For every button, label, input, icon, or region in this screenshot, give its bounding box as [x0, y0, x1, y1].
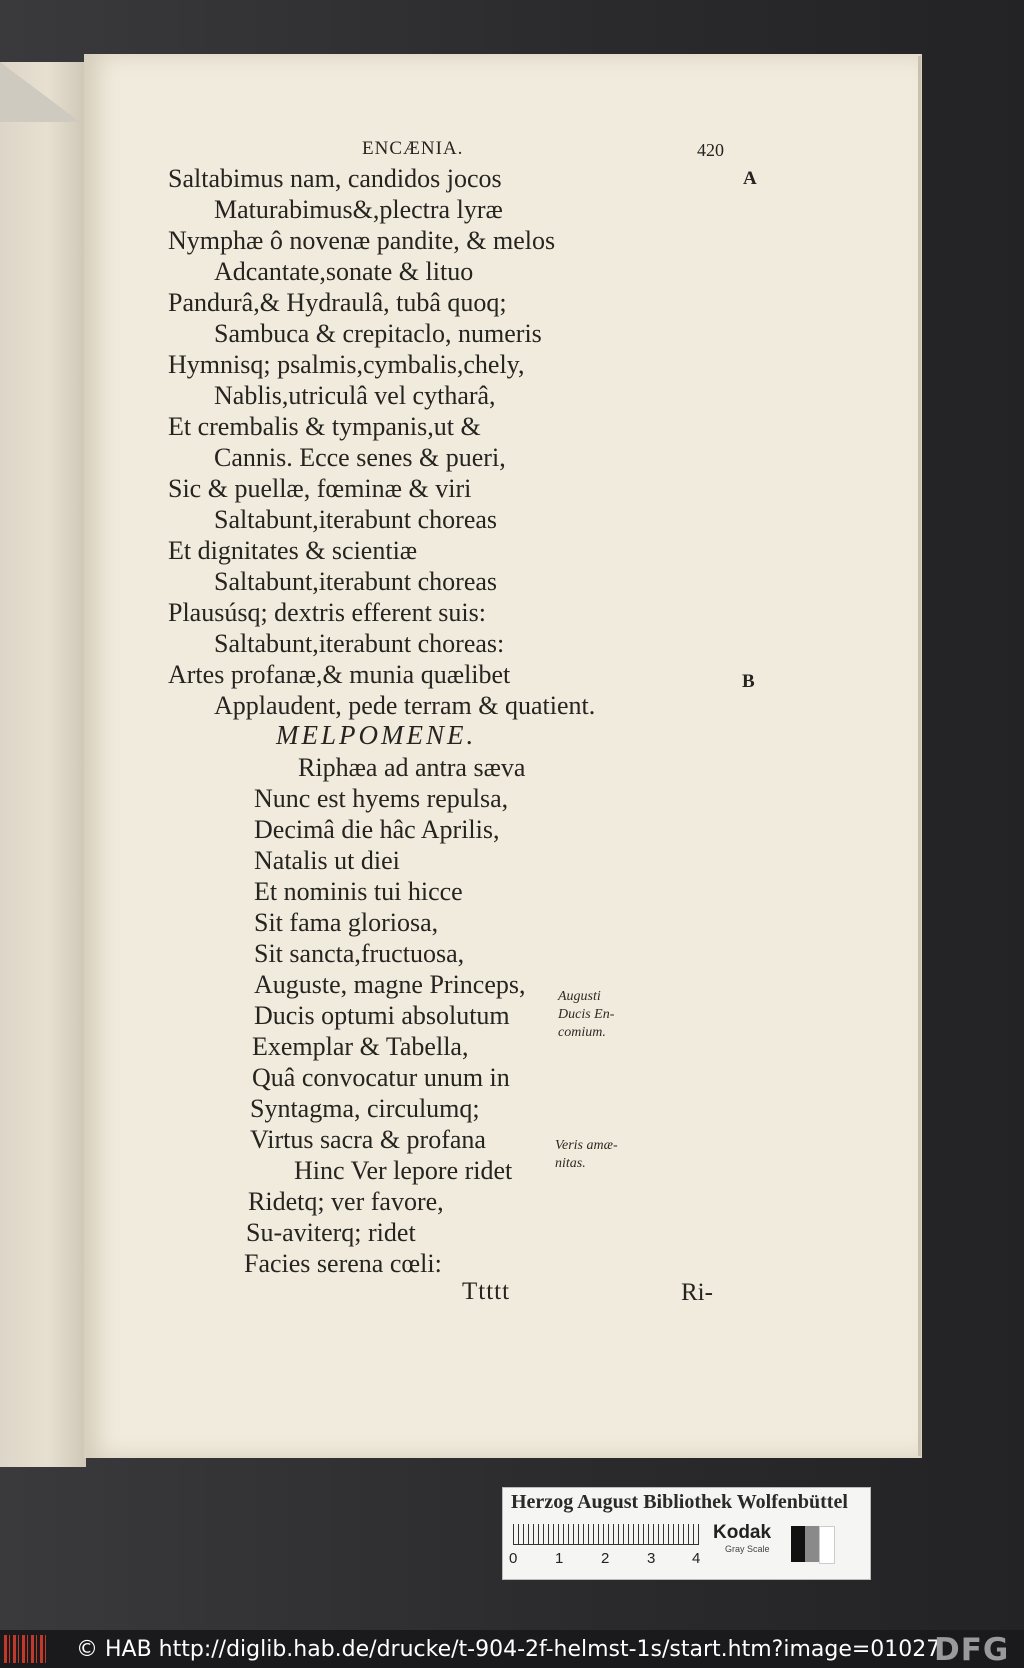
dfg-logo: DFG — [934, 1632, 1010, 1668]
white-patch — [819, 1526, 835, 1564]
verse-line: Facies serena cœli: — [244, 1249, 442, 1278]
verse-line: Su-aviterq; ridet — [246, 1218, 416, 1247]
verse-line: Syntagma, circulumq; — [250, 1094, 480, 1123]
ruler-number: 4 — [692, 1550, 701, 1567]
verse-line: Maturabimus&,plectra lyræ — [214, 195, 503, 224]
section-title: MELPOMENE. — [276, 720, 477, 750]
page-number: 420 — [697, 140, 724, 160]
verse-line: Plausúsq; dextris efferent suis: — [168, 598, 486, 627]
verse-line: Et dignitates & scientiæ — [168, 536, 418, 565]
kodak-logo: Kodak — [713, 1522, 772, 1543]
verse-line: Saltabunt,iterabunt choreas: — [214, 629, 505, 658]
margin-note-line: Ducis En- — [558, 1007, 615, 1022]
verse-block-1 — [168, 163, 595, 721]
verse-line: Hymnisq; psalmis,cymbalis,chely, — [168, 350, 525, 379]
barcode-icon — [4, 1635, 48, 1663]
gray-scale-label: Gray Scale — [725, 1544, 770, 1554]
running-header: ENCÆNIA. — [362, 138, 464, 159]
ruler-number: 1 — [555, 1550, 564, 1567]
verse-line: Et crembalis & tympanis,ut & — [168, 412, 481, 441]
verse-line: Sit sancta,fructuosa, — [254, 939, 465, 968]
margin-note-encomium — [558, 988, 614, 1042]
section-marker-b: B — [742, 671, 755, 692]
section-marker-a: A — [743, 168, 757, 189]
ruler-number: 0 — [509, 1550, 518, 1567]
color-calibration-bar — [502, 1487, 871, 1580]
ruler-number: 2 — [601, 1550, 610, 1567]
verse-line: Artes profanæ,& munia quælibet — [168, 660, 511, 689]
catchword: Ri- — [681, 1279, 713, 1306]
margin-note-line: comium. — [558, 1025, 606, 1040]
page-edge — [918, 56, 921, 1456]
verse-line: Pandurâ,& Hydraulâ, tubâ quoq; — [168, 288, 507, 317]
verse-line: Riphæa ad antra sæva — [298, 753, 526, 782]
verse-line: Saltabunt,iterabunt choreas — [214, 505, 498, 534]
margin-note-veris — [555, 1137, 618, 1173]
margin-note-line: Veris amæ- — [555, 1138, 618, 1153]
verse-line: Ridetq; ver favore, — [248, 1187, 444, 1216]
library-name: Herzog August Bibliothek Wolfenbüttel — [511, 1491, 848, 1513]
verse-line: Sambuca & crepitaclo, numeris — [214, 319, 542, 348]
verse-line: Auguste, magne Princeps, — [254, 970, 526, 999]
verse-line: Nablis,utriculâ vel cytharâ, — [214, 381, 496, 410]
verse-line: Sit fama gloriosa, — [254, 908, 439, 937]
margin-note-line: Augusti — [558, 989, 601, 1004]
verse-line: Adcantate,sonate & lituo — [214, 257, 474, 286]
viewer-footer — [0, 1630, 1024, 1668]
previous-page-edge — [0, 62, 86, 1467]
ruler-scale — [513, 1524, 699, 1545]
verse-line: Applaudent, pede terram & quatient. — [214, 691, 596, 720]
verse-block-2 — [244, 752, 526, 1279]
ruler-number: 3 — [647, 1550, 656, 1567]
verse-line: Decimâ die hâc Aprilis, — [254, 815, 500, 844]
verse-line: Exemplar & Tabella, — [252, 1032, 469, 1061]
verse-line: Sic & puellæ, fœminæ & viri — [168, 474, 472, 503]
black-patch — [791, 1526, 805, 1562]
verse-line: Saltabimus nam, candidos jocos — [168, 164, 502, 193]
verse-line: Et nominis tui hicce — [254, 877, 463, 906]
footer-link[interactable]: © HAB http://diglib.hab.de/drucke/t-904-2f-helmst-1s/start.htm?image=01027 — [76, 1637, 941, 1662]
gray-patch — [805, 1526, 819, 1562]
signature-mark: Ttttt — [462, 1278, 511, 1305]
verse-line: Cannis. Ecce senes & pueri, — [214, 443, 506, 472]
verse-line: Ducis optumi absolutum — [254, 1001, 510, 1030]
page-corner — [0, 62, 80, 122]
verse-line: Quâ convocatur unum in — [252, 1063, 510, 1092]
verse-line: Natalis ut diei — [254, 846, 400, 875]
margin-note-line: nitas. — [555, 1156, 586, 1171]
verse-line: Nunc est hyems repulsa, — [254, 784, 509, 813]
verse-line: Hinc Ver lepore ridet — [294, 1156, 513, 1185]
verse-line: Nymphæ ô novenæ pandite, & melos — [168, 226, 556, 255]
verse-line: Saltabunt,iterabunt choreas — [214, 567, 498, 596]
verse-line: Virtus sacra & profana — [250, 1125, 486, 1154]
